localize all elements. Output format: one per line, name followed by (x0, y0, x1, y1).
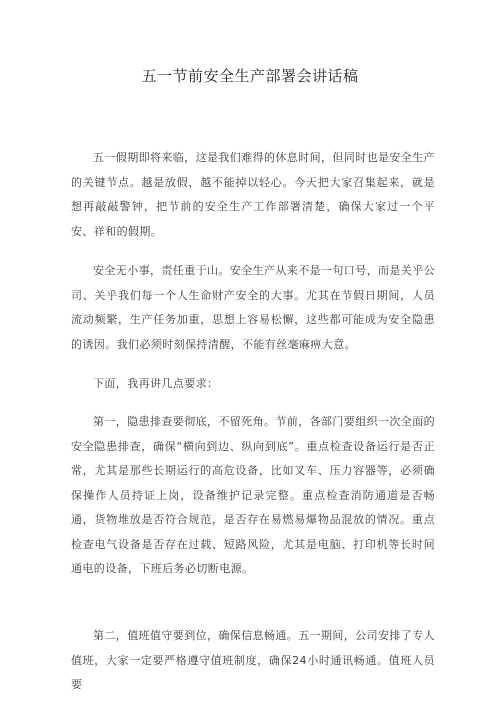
paragraph-2: 安全无小事，责任重于山。安全生产从来不是一句口号，而是关乎公司、关乎我们每一个人生命财产安全的大事。尤其在节假日期间，人员流动频繁，生产任务加重，思想上容易松懈，这些都可能成为安全隐患的诱因。我们必须时刻保持清醒，不能有丝毫麻痹大意。 (71, 264, 435, 351)
paragraph-3: 下面，我再讲几点要求： (93, 377, 219, 390)
paragraph-4: 第一，隐患排查要彻底，不留死角。节前，各部门要组织一次全面的安全隐患排查，确保“横向到边、纵向到底”。重点检查设备运行是否正常，尤其是那些长期运行的高危设备，比如叉车、压力容器等，必须确保操作人员持证上岗，设备维护记录完整。重点检查消防通道是否畅通，货物堆放是否符合规范，是否存在易燃易爆物品混放的情况。重点检查电气设备是否存在过载、短路风险，尤其是电脑、打印机等长时间通电的设备，下班后务必切断电源。 (71, 415, 435, 575)
document-title: 五一节前安全生产部署会讲话稿 (141, 67, 359, 85)
paragraph-5: 第二，值班值守要到位，确保信息畅通。五一期间，公司安排了专人值班，大家一定要严格遵守值班制度，确保24小时通讯畅通。值班人员要 (71, 629, 435, 691)
paragraph-1: 五一假期即将来临，这是我们难得的休息时间，但同时也是安全生产的关键节点。越是放假，越不能掉以轻心。今天把大家召集起来，就是想再敲敲警钟，把节前的安全生产工作部署清楚，确保大家过一个平安、祥和的假期。 (71, 151, 435, 238)
